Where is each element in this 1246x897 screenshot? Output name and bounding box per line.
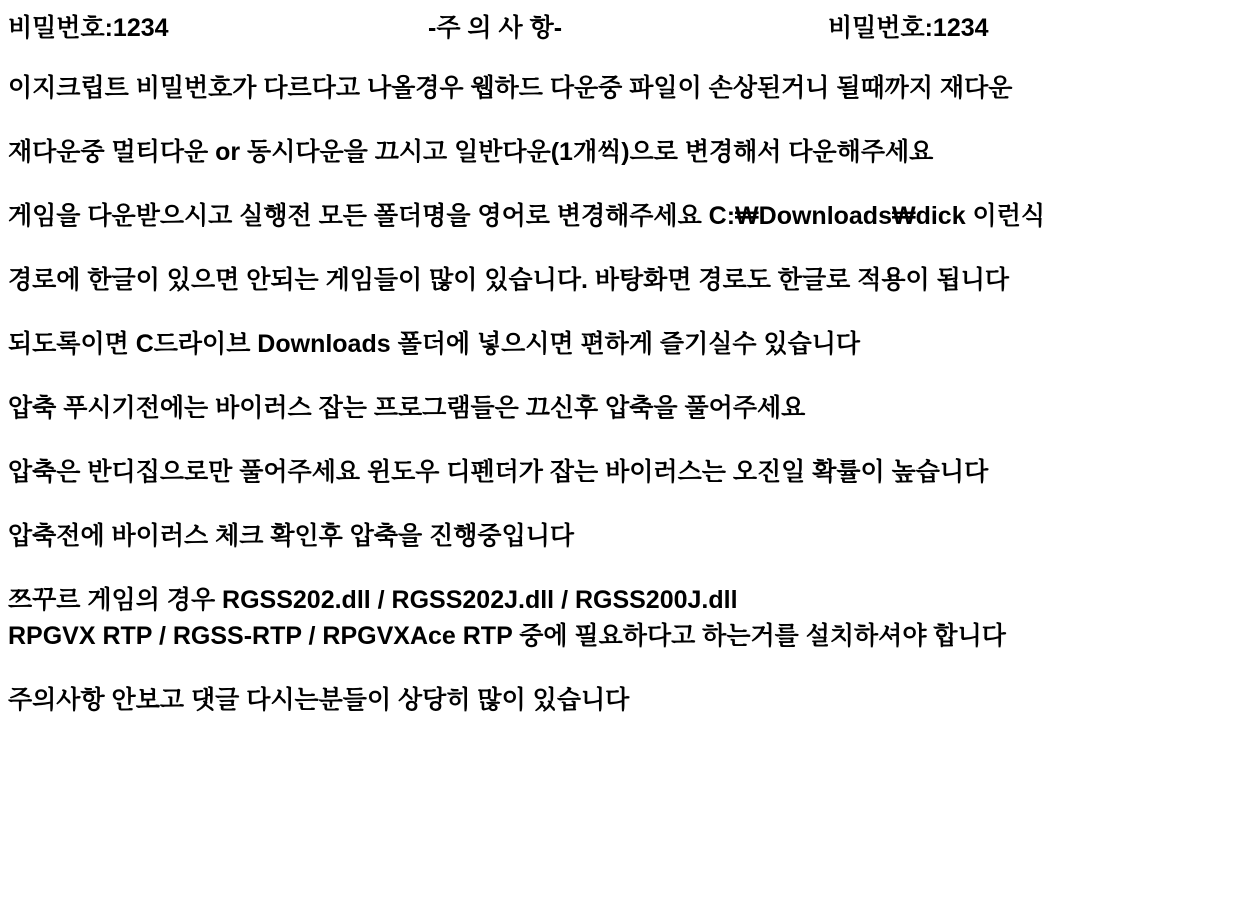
notice-line-10: RPGVX RTP / RGSS-RTP / RPGVXAce RTP 중에 필요하다고 하는거를 설치하셔야 합니다 <box>8 622 1006 650</box>
password-left-label: 비밀번호:1234 <box>8 14 169 42</box>
notice-line-5: 되도록이면 C드라이브 Downloads 폴더에 넣으시면 편하게 즐기실수 있습니다 <box>8 330 861 358</box>
notice-line-9: 쯔꾸르 게임의 경우 RGSS202.dll / RGSS202J.dll / RGSS200J.dll <box>8 586 738 614</box>
notice-line-3: 게임을 다운받으시고 실행전 모든 폴더명을 영어로 변경해주세요 C:₩Downloads₩dick 이런식 <box>8 202 1046 230</box>
notice-line-4: 경로에 한글이 있으면 안되는 게임들이 많이 있습니다. 바탕화면 경로도 한글로 적용이 됩니다 <box>8 266 1010 294</box>
page-title: -주 의 사 항- <box>428 14 563 42</box>
notice-line-7: 압축은 반디집으로만 풀어주세요 윈도우 디펜더가 잡는 바이러스는 오진일 확률이 높습니다 <box>8 458 989 486</box>
notice-line-6: 압축 푸시기전에는 바이러스 잡는 프로그램들은 끄신후 압축을 풀어주세요 <box>8 394 806 422</box>
notice-line-11: 주의사항 안보고 댓글 다시는분들이 상당히 많이 있습니다 <box>8 686 630 714</box>
password-right-label: 비밀번호:1234 <box>828 14 989 42</box>
notice-line-2: 재다운중 멀티다운 or 동시다운을 끄시고 일반다운(1개씩)으로 변경해서 다운해주세요 <box>8 138 934 166</box>
notice-line-1: 이지크립트 비밀번호가 다르다고 나올경우 웹하드 다운중 파일이 손상된거니 될때까지 재다운 <box>8 74 1013 102</box>
notice-line-8: 압축전에 바이러스 체크 확인후 압축을 진행중입니다 <box>8 522 575 550</box>
document-header <box>8 10 1238 46</box>
